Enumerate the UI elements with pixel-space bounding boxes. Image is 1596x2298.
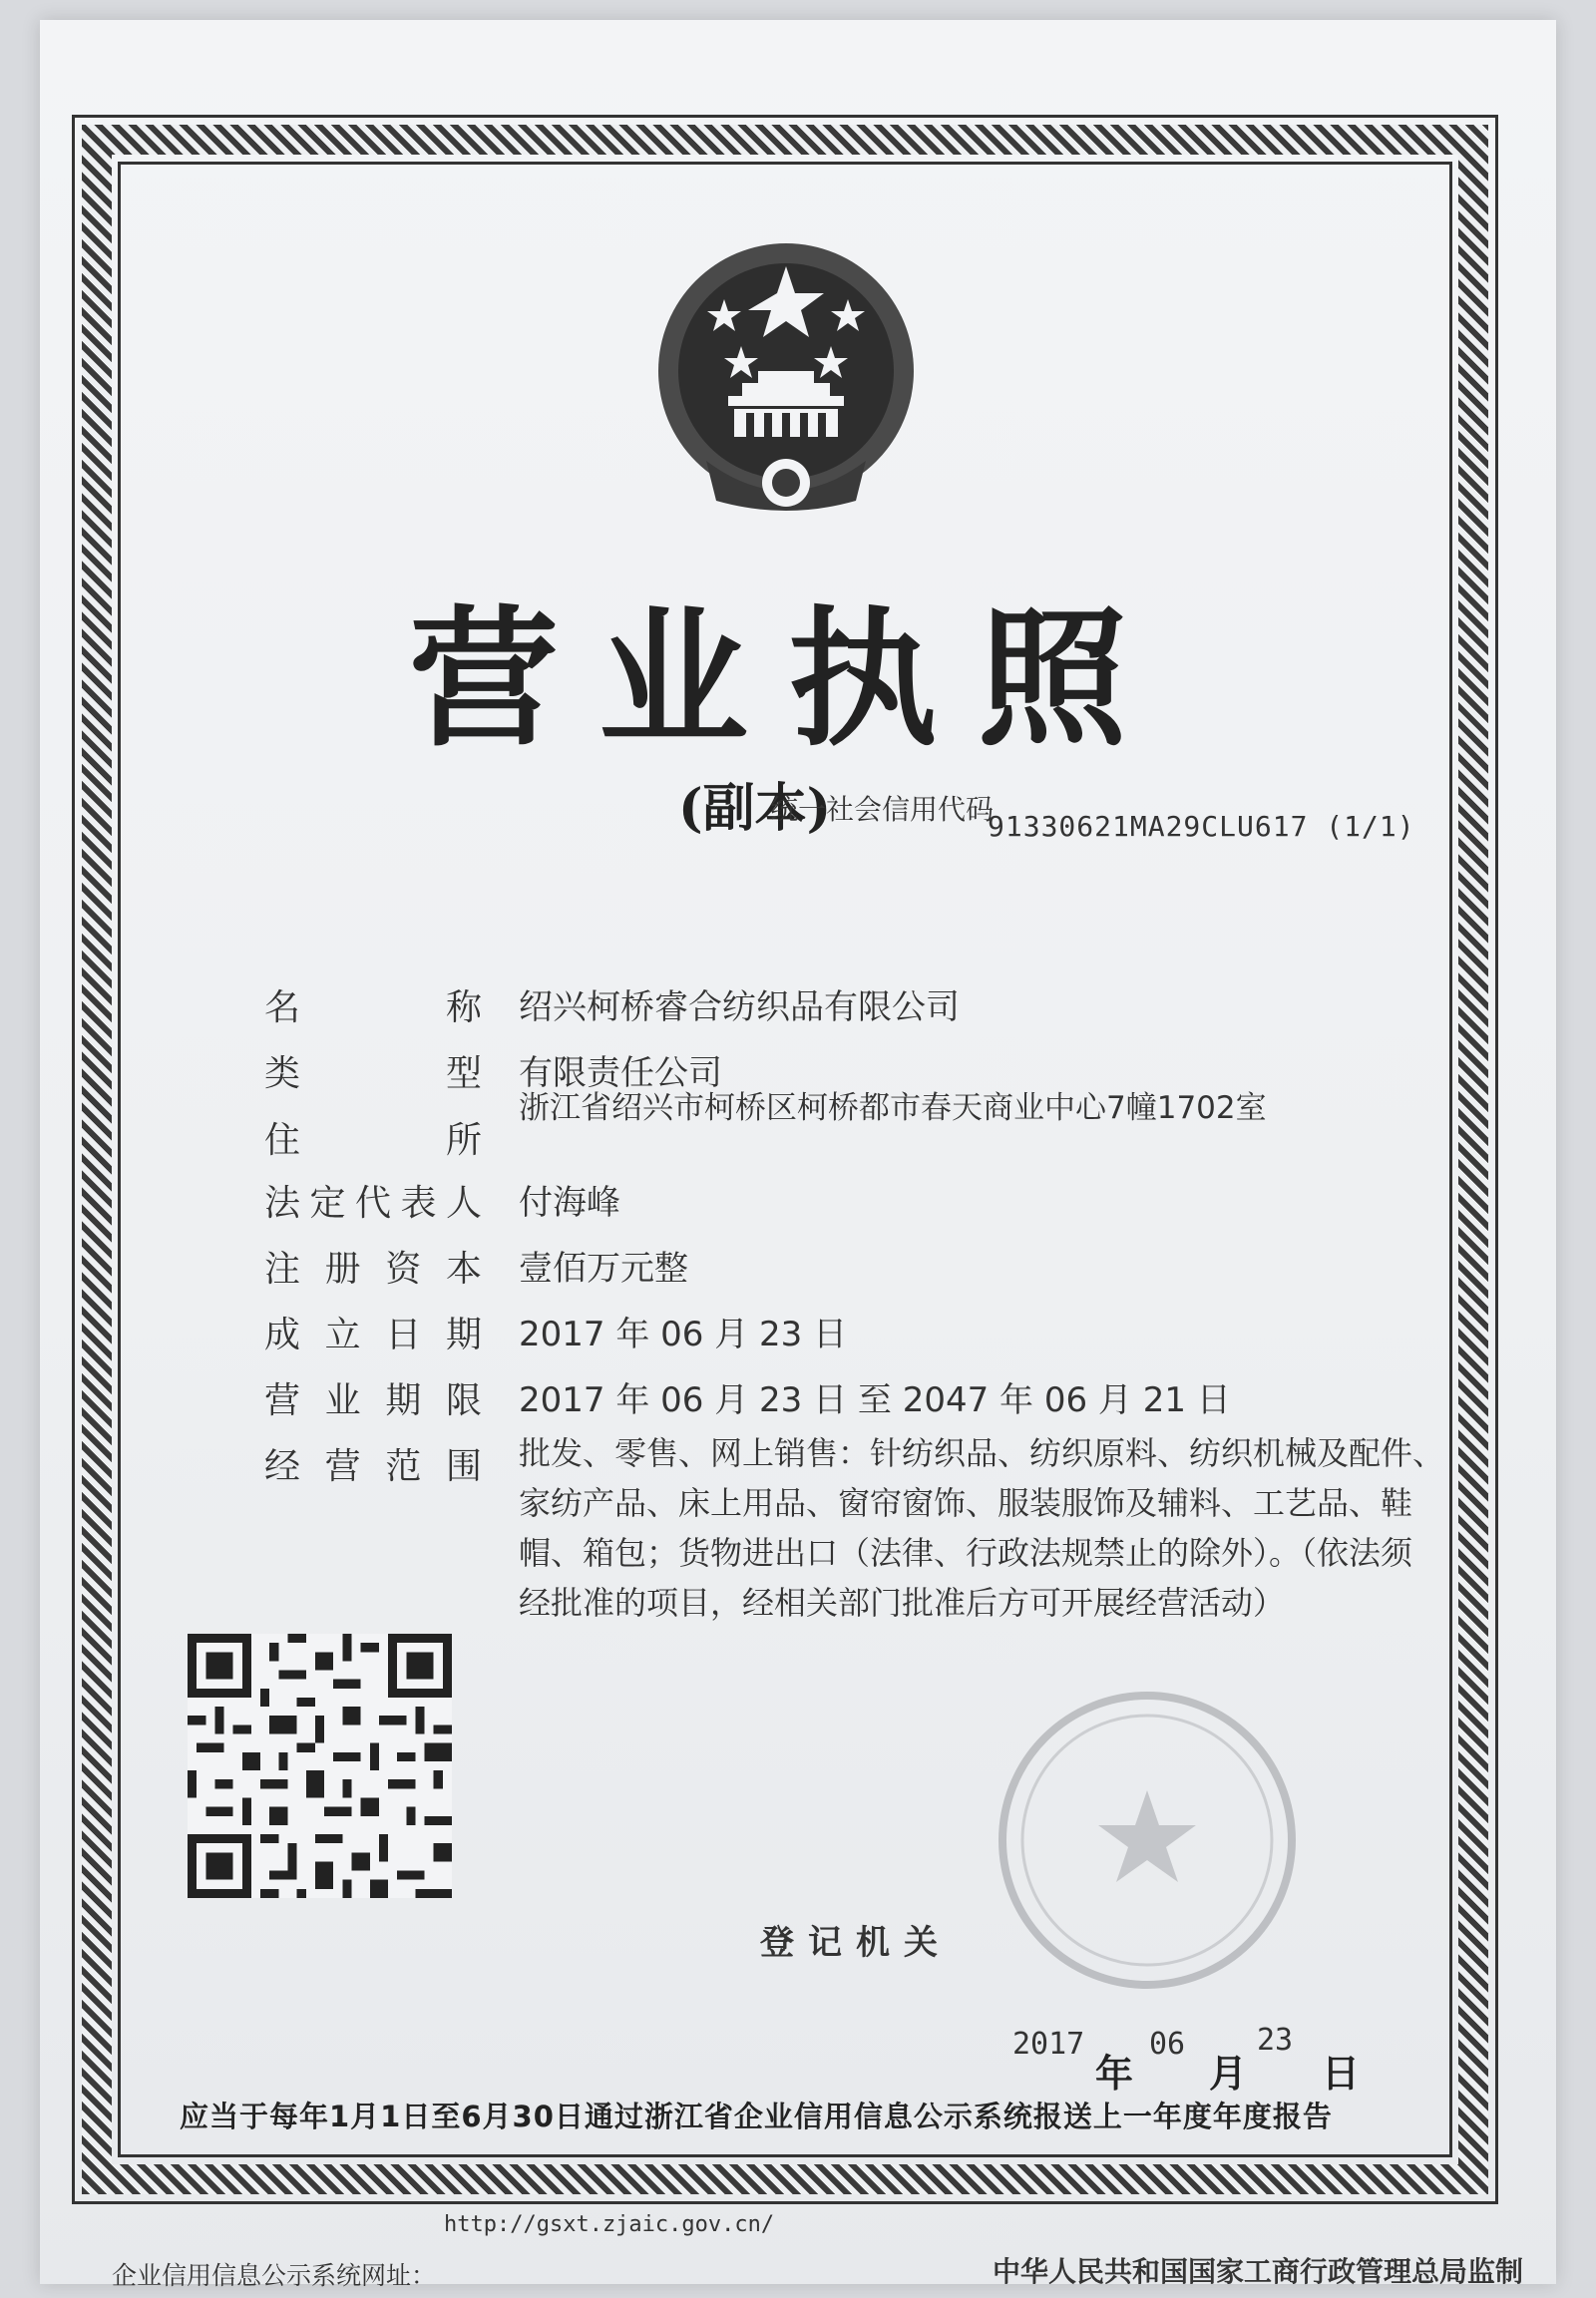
scope-line: 经批准的项目，经相关部门批准后方可开展经营活动） <box>519 1584 1286 1622</box>
field-label: 成立日期 <box>264 1315 482 1355</box>
established-date: 2017 年 06 月 23 日 <box>519 1315 848 1354</box>
company-address: 浙江省绍兴市柯桥区柯桥都市春天商业中心7幢1702室 <box>519 1090 1267 1126</box>
registration-month: 06 <box>1149 2027 1186 2062</box>
business-scope <box>519 1428 1445 1628</box>
registration-day: 23 <box>1257 2023 1294 2058</box>
field-label: 营业期限 <box>264 1380 482 1421</box>
field-established <box>264 1307 1461 1356</box>
day-char: 日 <box>1322 2052 1361 2096</box>
official-seal-icon <box>993 1686 1302 1995</box>
field-label: 名称 <box>264 987 482 1028</box>
business-term: 2017 年 06 月 23 日 至 2047 年 06 月 21 日 <box>519 1380 1231 1420</box>
field-term <box>264 1372 1461 1422</box>
legal-representative: 付海峰 <box>519 1183 620 1223</box>
system-url-label: 企业信用信息公示系统网址： <box>112 2261 437 2290</box>
company-name: 绍兴柯桥睿合纺织品有限公司 <box>519 987 960 1027</box>
field-capital <box>264 1241 1461 1291</box>
field-legal-rep <box>264 1175 1461 1225</box>
field-label: 住所 <box>264 1120 482 1161</box>
scope-line: 批发、零售、网上销售：针纺织品、纺织原料、纺织机械及配件、 <box>519 1434 1445 1472</box>
field-label: 法定代表人 <box>264 1183 482 1224</box>
scope-line: 家纺产品、床上用品、窗帘窗饰、服装服饰及辅料、工艺品、鞋 <box>519 1484 1413 1522</box>
field-name <box>264 979 1461 1029</box>
registration-authority-label: 登记机关 <box>760 1923 952 1963</box>
scope-line: 帽、箱包；货物进出口（法律、行政法规禁止的除外）。（依法须 <box>519 1534 1413 1572</box>
field-label: 类型 <box>264 1053 482 1094</box>
field-label: 注册资本 <box>264 1249 482 1290</box>
document-subtitle: (副本) <box>678 778 832 839</box>
field-address <box>264 1090 1461 1162</box>
registered-capital: 壹佰万元整 <box>519 1249 688 1289</box>
annual-report-notice: 应当于每年1月1日至6月30日通过浙江省企业信用信息公示系统报送上一年度年度报告 <box>180 2100 1333 2133</box>
national-emblem-icon <box>646 221 926 521</box>
supervisor-text: 中华人民共和国国家工商行政管理总局监制 <box>993 2255 1524 2288</box>
system-url[interactable]: http://gsxt.zjaic.gov.cn/ <box>444 2212 775 2237</box>
year-char: 年 <box>1095 2052 1134 2096</box>
document-title: 营业执照 <box>408 591 1167 767</box>
credit-code-label: 统一社会信用代码 <box>770 793 995 826</box>
month-char: 月 <box>1209 2052 1248 2096</box>
credit-code: 91330621MA29CLU617 (1/1) <box>988 810 1415 843</box>
field-label: 经营范围 <box>264 1446 482 1487</box>
company-type: 有限责任公司 <box>519 1053 722 1093</box>
qr-code-icon[interactable] <box>188 1634 452 1898</box>
registration-year: 2017 <box>1012 2027 1085 2062</box>
